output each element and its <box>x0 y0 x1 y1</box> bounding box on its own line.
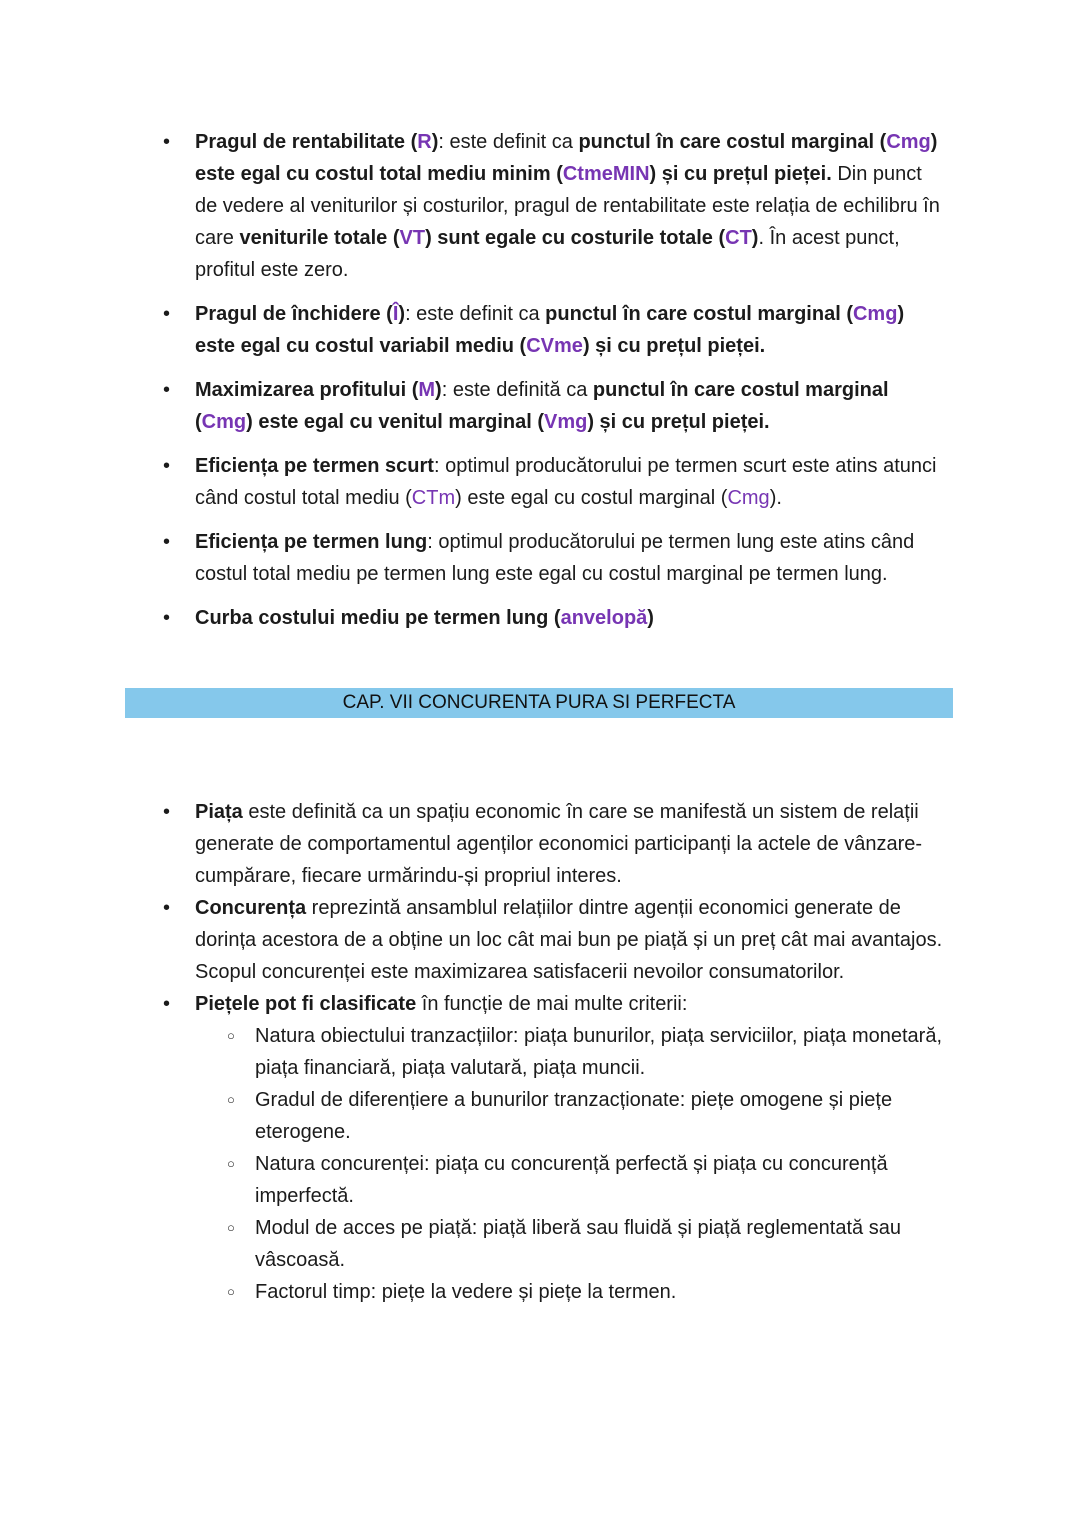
bullet-icon: • <box>163 455 171 477</box>
list-item-text: Gradul de diferențiere a bunurilor tranzacționate: piețe omogene și piețe eterogene. <box>255 1089 893 1143</box>
sub-list-item <box>227 1212 943 1276</box>
list-item <box>163 892 943 988</box>
list-item-text: Maximizarea profitului (M): este definită ca punctul în care costul marginal (Cmg) este egal cu venitul marginal (Vmg) și cu prețul pieței. <box>195 379 889 433</box>
bullet-icon: • <box>163 993 171 1015</box>
list-item-text: Eficiența pe termen scurt: optimul producătorului pe termen scurt este atins atunci când costul total mediu (CTm) este egal cu costul marginal (Cmg). <box>195 455 937 509</box>
list-item-text: Piața este definită ca un spațiu economic în care se manifestă un sistem de relații generate de comportamentul agenților economici participanți la actele de vânzare-cumpărare, fiecare urmărindu-și propriul interes. <box>195 801 923 887</box>
section-heading-banner: CAP. VII CONCURENTA PURA SI PERFECTA <box>125 688 953 718</box>
circle-bullet-icon: ○ <box>227 1284 235 1299</box>
list-item-text: Curba costului mediu pe termen lung (anvelopă) <box>195 607 654 629</box>
list-item <box>163 602 943 634</box>
list-item <box>163 126 943 286</box>
list-item-text: Concurența reprezintă ansamblul relațiilor dintre agenții economici generate de dorința acestora de a obține un loc cât mai bun pe piață și un preț cât mai avantajos. Scopul concurenței este maximizarea satisfacerii nevoilor consumatorilor. <box>195 897 943 983</box>
list-item-text: Pragul de închidere (Î): este definit ca punctul în care costul marginal (Cmg) este egal cu costul variabil mediu (CVme) și cu prețul pieței. <box>195 303 905 357</box>
list-item-text: Pragul de rentabilitate (R): este definit ca punctul în care costul marginal (Cmg) este egal cu costul total mediu minim (CtmeMIN) și cu prețul pieței. Din punct de vedere al veniturilor și costurilor, pragul de rentabilitate este relația de echilibru în care veniturile totale (VT) sunt egale cu costurile totale (CT). În acest punct, profitul este zero. <box>195 131 940 281</box>
sub-list-item <box>227 1020 943 1084</box>
bullet-icon: • <box>163 303 171 325</box>
list-item <box>163 374 943 438</box>
list-item <box>163 526 943 590</box>
list-item-text: Natura obiectului tranzacțiilor: piața bunurilor, piața serviciilor, piața monetară, piața financiară, piața valutară, piața muncii. <box>255 1025 943 1079</box>
bullet-icon: • <box>163 607 171 629</box>
circle-bullet-icon: ○ <box>227 1220 235 1235</box>
bullet-icon: • <box>163 531 171 553</box>
list-item-text: Piețele pot fi clasificate în funcție de mai multe criterii: <box>195 993 688 1015</box>
sub-list-item <box>227 1276 943 1308</box>
sub-list-item <box>227 1148 943 1212</box>
list-item-text: Eficiența pe termen lung: optimul producătorului pe termen lung este atins când costul total mediu pe termen lung este egal cu costul marginal pe termen lung. <box>195 531 915 585</box>
sub-list-item <box>227 1084 943 1148</box>
list-item-text: Natura concurenței: piața cu concurență perfectă și piața cu concurență imperfectă. <box>255 1153 888 1207</box>
list-item <box>163 796 943 892</box>
bullet-icon: • <box>163 897 171 919</box>
bullet-icon: • <box>163 379 171 401</box>
list-item-text: Factorul timp: piețe la vedere și piețe la termen. <box>255 1281 677 1303</box>
circle-bullet-icon: ○ <box>227 1092 235 1107</box>
list-item-text: Modul de acces pe piață: piață liberă sau fluidă și piață reglementată sau vâscoasă. <box>255 1217 901 1271</box>
list-item <box>163 298 943 362</box>
bullet-icon: • <box>163 801 171 823</box>
bullet-icon: • <box>163 131 171 153</box>
list-item <box>163 988 943 1020</box>
circle-bullet-icon: ○ <box>227 1028 235 1043</box>
list-item <box>163 450 943 514</box>
circle-bullet-icon: ○ <box>227 1156 235 1171</box>
